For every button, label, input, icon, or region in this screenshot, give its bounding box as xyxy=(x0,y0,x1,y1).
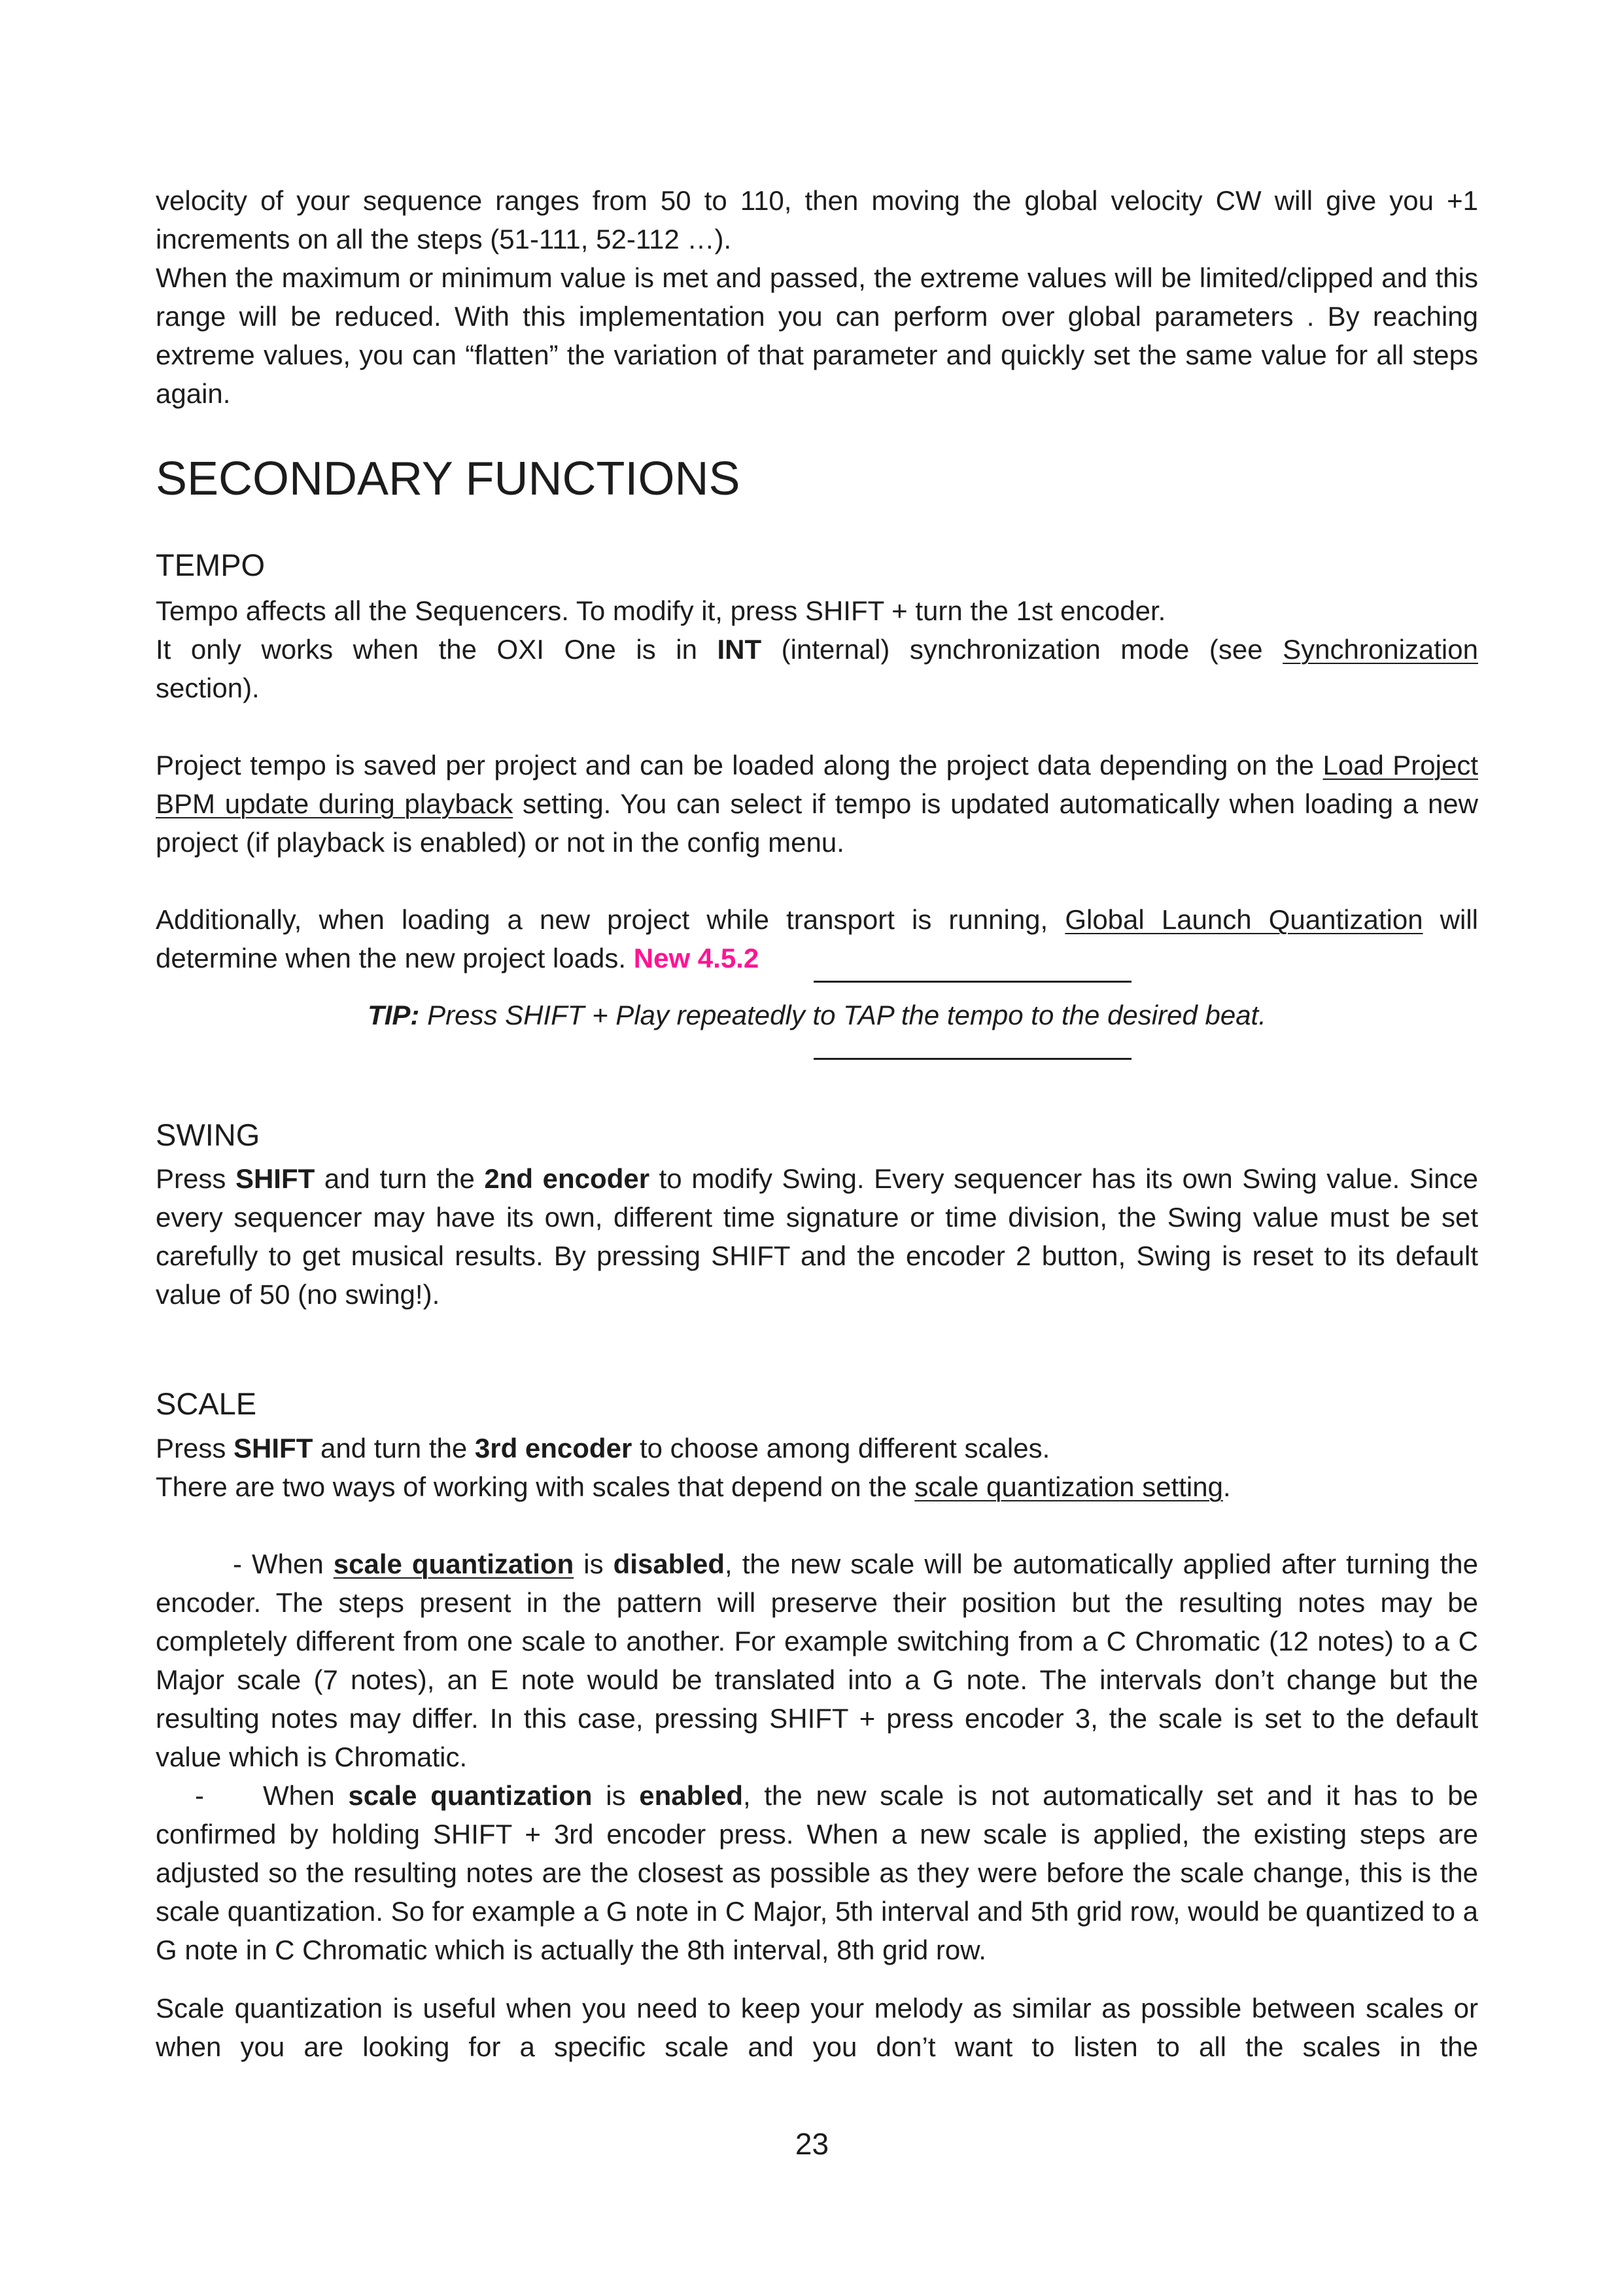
intro-line-1: velocity of your sequence ranges from 50 to 110, then moving the global velocity CW will give you +1 xyxy=(156,185,1478,216)
tempo-paragraph-1 xyxy=(156,591,1478,707)
tempo-line-1: Tempo affects all the Sequencers. To modify it, press SHIFT + turn the 1st encoder. xyxy=(156,595,1166,626)
page-number: 23 xyxy=(795,2127,829,2161)
scale-list xyxy=(156,1545,1478,1969)
scale-list-item-disabled: - When scale quantization is disabled, the new scale will be automatically applied after turning the encoder. The steps present in the pattern will preserve their position but the resulting notes may be completely different from one scale to another. For example switching from a C Chromatic (12 notes) to a C Major scale (7 notes), an E note would be translated into a G note. The intervals don’t change but the resulting notes may differ. In this case, pressing SHIFT + press encoder 3, the scale is set to the default value which is Chromatic. xyxy=(156,1549,1478,1772)
swing-heading: SWING xyxy=(156,1117,260,1152)
tip-label: TIP: xyxy=(368,1000,420,1030)
intro-line-2: increments on all the steps (51-111, 52-112 …). xyxy=(156,224,732,254)
tempo-line-3: section). xyxy=(156,673,260,703)
scale-quantization-setting-link[interactable]: scale quantization setting xyxy=(914,1471,1223,1502)
int-mode-label: INT xyxy=(717,634,762,665)
intro-paragraph-2: When the maximum or minimum value is met and passed, the extreme values will be limited/clipped and this range will be reduced. With this implementation you can perform over global parameters . By reaching extreme values, you can “flatten” the variation of that parameter and quickly set the same value for all steps again. xyxy=(156,262,1478,409)
tip-note xyxy=(156,996,1478,1034)
synchronization-link[interactable]: Synchronization xyxy=(1283,634,1478,665)
tempo-paragraph-2: Project tempo is saved per project and can be loaded along the project data depending on the Load Project BPM update during playback setting. You can select if tempo is updated automatically when loading a new project (if playback is enabled) or not in the config menu. xyxy=(156,750,1478,858)
tip-top-rule xyxy=(814,981,1132,983)
scale-quantization-link[interactable]: scale quantization xyxy=(333,1549,574,1579)
scale-paragraph-1 xyxy=(156,1429,1478,1506)
scale-paragraph-last: Scale quantization is useful when you need to keep your melody as similar as possible between scales or when you are looking for a specific scale and you don’t want to listen to all the scales in the xyxy=(156,1993,1478,2062)
tip-text: Press SHIFT + Play repeatedly to TAP the tempo to the desired beat. xyxy=(419,1000,1266,1030)
global-launch-quantization-link[interactable]: Global Launch Quantization xyxy=(1065,904,1423,935)
intro-paragraph xyxy=(156,181,1478,413)
tempo-paragraph-3: Additionally, when loading a new project while transport is running, Global Launch Quantization will determine when the new project loads. New 4.5.2 xyxy=(156,904,1478,973)
section-title: SECONDARY FUNCTIONS xyxy=(156,453,740,505)
scale-line-2: There are two ways of working with scales that depend on the scale quantization setting. xyxy=(156,1471,1231,1502)
scale-line-1: Press SHIFT and turn the 3rd encoder to choose among different scales. xyxy=(156,1433,1050,1463)
swing-paragraph: Press SHIFT and turn the 2nd encoder to modify Swing. Every sequencer has its own Swing value. Since every sequencer may have its own, different time signature or time division, the Swing value must be set carefully to get musical results. By pressing SHIFT and the encoder 2 button, Swing is reset to its default value of 50 (no swing!). xyxy=(156,1163,1478,1310)
tempo-line-2: It only works when the OXI One is in INT (internal) synchronization mode (see Synchronization xyxy=(156,634,1478,665)
load-project-bpm-link[interactable]: Load Project BPM update during playback xyxy=(156,750,1478,819)
tempo-heading: TEMPO xyxy=(156,548,266,582)
scale-heading: SCALE xyxy=(156,1386,257,1421)
version-badge: New 4.5.2 xyxy=(633,943,759,973)
tip-bottom-rule xyxy=(814,1058,1132,1060)
scale-list-item-enabled: - When scale quantization is enabled, the new scale is not automatically set and it has to be confirmed by holding SHIFT + 3rd encoder press. When a new scale is applied, the existing steps are adjusted so the resulting notes are the closest as possible as they were before the scale change, this is the scale quantization. So for example a G note in C Major, 5th interval and 5th grid row, would be quantized to a G note in C Chromatic which is actually the 8th interval, 8th grid row. xyxy=(156,1780,1479,1965)
